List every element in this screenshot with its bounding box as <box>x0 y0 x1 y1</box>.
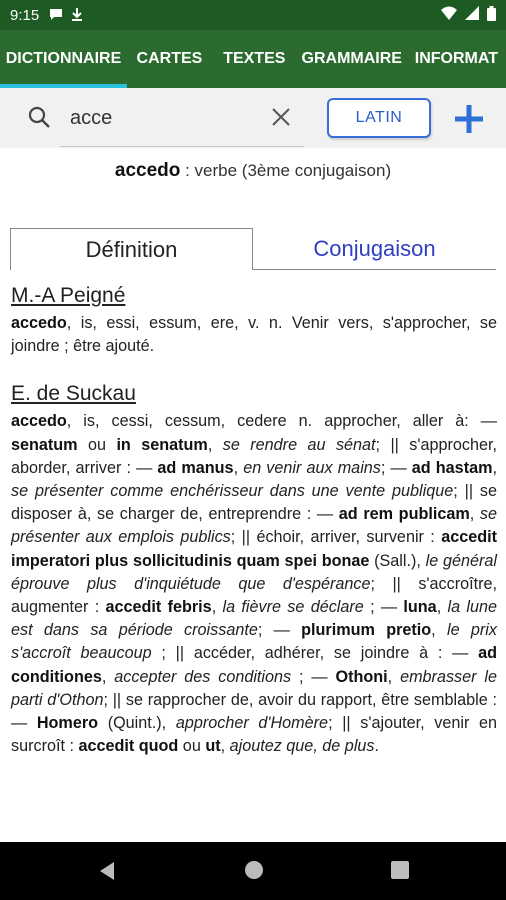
system-nav-bar <box>0 842 506 900</box>
definition-segment: , <box>469 505 480 524</box>
translation-text: embrasser le parti d'Othon <box>11 667 498 709</box>
source-author: E. de Suckau <box>11 382 136 406</box>
definition-segment: , <box>492 458 497 477</box>
translation-text: en venir aux mains <box>243 458 381 477</box>
definition-segment: , <box>436 598 448 617</box>
translation-text: la lune est dans sa période croissante <box>11 598 498 640</box>
status-bar <box>0 0 506 30</box>
signal-icon <box>465 6 479 24</box>
message-notification-icon <box>49 7 63 24</box>
content-tabs <box>10 228 496 270</box>
tab-dictionnaire[interactable]: DICTIONNAIRE <box>0 30 127 88</box>
definition-segment: , <box>233 458 244 477</box>
definition-segment: ; || s'approcher, aborder, arriver : — <box>11 435 497 477</box>
definition-segment: ; || échoir, arriver, survenir : <box>230 528 442 547</box>
tab-grammaire[interactable]: GRAMMAIRE <box>301 50 402 67</box>
translation-text: accepter des conditions <box>114 667 292 686</box>
wifi-icon <box>441 6 457 24</box>
translation-text: se présenter aux emplois publics <box>11 505 497 547</box>
translation-text: approcher d'Homère <box>175 714 329 733</box>
clear-icon[interactable] <box>270 106 292 128</box>
latin-term: accedit imperatori plus sollicitudinis quam spei bonae <box>11 528 497 570</box>
definition-segment: , <box>211 598 223 617</box>
definition-segment: ; — <box>291 667 336 686</box>
latin-term: ad conditiones <box>11 644 497 686</box>
definition-segment: (Quint.), <box>98 714 176 733</box>
home-icon[interactable] <box>244 860 264 880</box>
definition-segment: ; || accéder, adhérer, se joindre à : — <box>151 644 479 663</box>
latin-term: in senatum <box>116 435 208 454</box>
tab-informations[interactable]: INFORMAT <box>414 50 498 67</box>
definition-segment: ; || s'accroître, augmenter : <box>11 574 497 617</box>
recent-apps-icon[interactable] <box>390 860 410 880</box>
latin-term: Othoni <box>335 667 388 686</box>
definition-segment: . <box>374 737 380 756</box>
translation-text: le prix s'accroît beaucoup <box>11 621 497 663</box>
definition-segment: , <box>431 621 447 640</box>
definition-segment: ; || se rapprocher de, avoir du rapport, être semblable : — <box>11 690 497 733</box>
translation-text: ajoutez que, de plus <box>229 737 375 756</box>
search-underline <box>60 146 304 147</box>
back-icon[interactable] <box>96 860 118 882</box>
source-block <box>11 380 497 758</box>
status-icons <box>441 6 496 25</box>
latin-term: ut <box>205 737 221 756</box>
source-block <box>11 282 497 358</box>
definition-segment: , is, essi, essum, ere, v. n. Venir vers, s'approcher, se joindre ; être ajouté. <box>11 314 497 356</box>
latin-term: luna <box>403 598 437 617</box>
latin-term: ad manus <box>157 458 234 477</box>
tab-cartes[interactable]: CARTES <box>136 50 203 67</box>
translation-text: la fièvre se déclare <box>222 598 364 617</box>
download-notification-icon <box>71 7 83 24</box>
translation-text: se rendre au sénat <box>222 435 376 454</box>
definition-segment: (Sall.), <box>369 551 426 570</box>
entry-header <box>0 160 506 182</box>
search-input[interactable] <box>60 100 300 136</box>
definition-segment: , is, cessi, cessum, cedere n. approcher, aller à: — <box>66 412 497 431</box>
definition-content <box>11 282 497 780</box>
definition-segment: ; || s'ajouter, venir en surcroît : <box>11 714 497 756</box>
latin-term: accedit febris <box>105 598 212 617</box>
definition-segment: ; || se disposer à, se charger de, entreprendre : — <box>11 482 497 524</box>
latin-term: accedit quod <box>78 737 179 756</box>
latin-term: ad rem publicam <box>338 505 470 524</box>
search-icon <box>28 106 50 128</box>
definition-segment: , <box>220 737 230 756</box>
main-tab-bar <box>0 30 506 88</box>
definition-segment: ou <box>178 737 206 756</box>
definition-text <box>11 312 497 358</box>
latin-term: ad hastam <box>411 458 493 477</box>
definition-segment: ; — <box>380 458 412 477</box>
definition-segment: ; — <box>257 621 302 640</box>
language-button[interactable]: LATIN <box>327 98 431 138</box>
latin-term: Homero <box>36 714 99 733</box>
definition-segment: , <box>207 435 223 454</box>
latin-term: senatum <box>11 435 78 454</box>
translation-text: le général éprouve plus d'inquiétude que d'espérance <box>11 551 497 593</box>
source-author: M.-A Peigné <box>11 284 126 307</box>
grammar-info: : verbe (3ème conjugaison) <box>180 161 392 180</box>
definition-segment: ; — <box>363 598 404 617</box>
latin-term: plurimum pretio <box>301 621 432 640</box>
search-bar <box>0 88 506 148</box>
definition-segment: , <box>101 667 115 686</box>
tab-conjugation[interactable]: Conjugaison <box>253 228 496 270</box>
headword: accedo <box>114 160 181 181</box>
definition-segment: , <box>387 667 401 686</box>
translation-text: se présenter comme enchérisseur dans une vente publique <box>11 482 454 501</box>
latin-term: accedo <box>11 412 67 431</box>
latin-term: accedo <box>11 314 67 332</box>
tab-definition[interactable]: Définition <box>10 228 253 270</box>
definition-text <box>11 410 497 758</box>
status-time: 9:15 <box>10 6 40 24</box>
battery-icon <box>487 6 496 25</box>
tab-textes[interactable]: TEXTES <box>223 50 286 67</box>
add-icon[interactable] <box>452 102 486 136</box>
definition-segment: ou <box>77 435 117 454</box>
